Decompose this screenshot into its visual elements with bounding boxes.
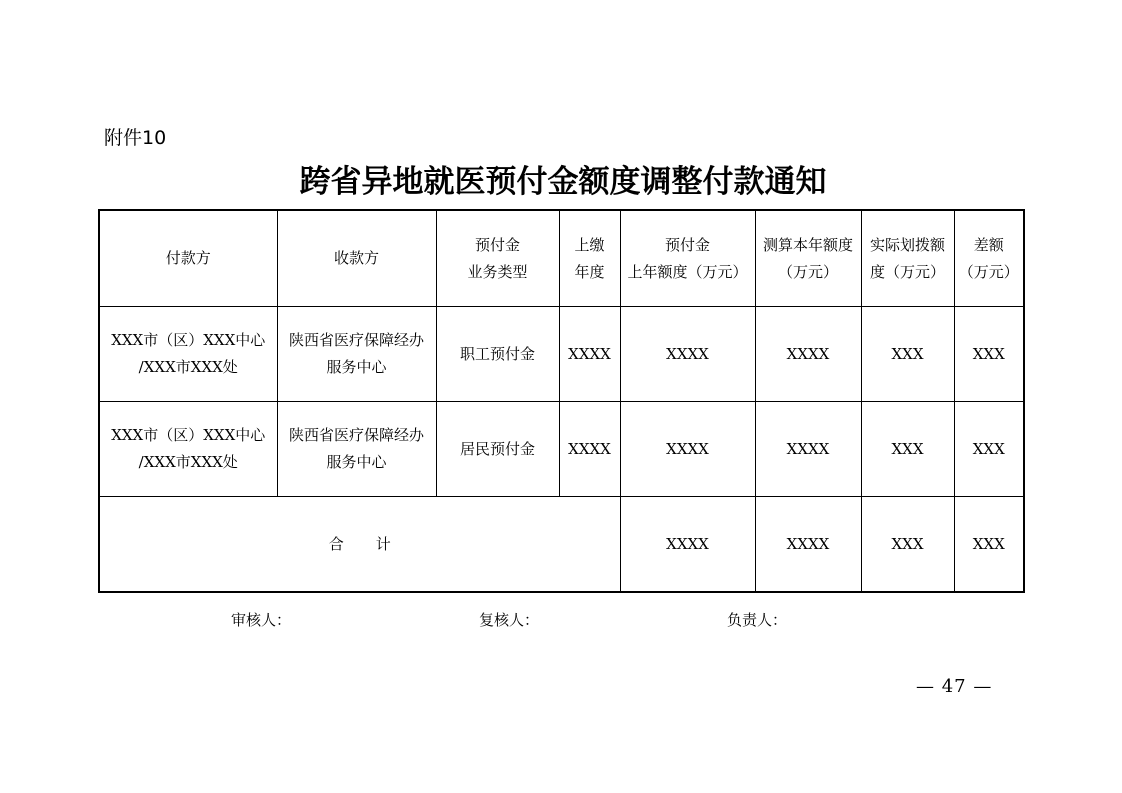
- payee-cell: 陕西省医疗保障经办 服务中心: [277, 307, 436, 402]
- total-label-part1: 合: [328, 534, 344, 553]
- payer-cell: XXX市（区）XXX中心 /XXX市XXX处: [99, 307, 277, 402]
- business-type-cell: 居民预付金: [436, 402, 559, 497]
- difference-cell: XXX: [954, 402, 1024, 497]
- total-prev-amount-cell: XXXX: [620, 497, 755, 593]
- year-cell: XXXX: [559, 307, 620, 402]
- total-difference-cell: XXX: [954, 497, 1024, 593]
- header-prev-amount: 预付金 上年额度（万元）: [620, 210, 755, 307]
- actual-amount-cell: XXX: [861, 402, 954, 497]
- table-row: [99, 402, 1024, 497]
- document-title: 跨省异地就医预付金额度调整付款通知: [299, 164, 827, 200]
- header-actual-amount: 实际划拨额 度（万元）: [861, 210, 954, 307]
- total-row: [99, 497, 1024, 593]
- payer-cell: XXX市（区）XXX中心 /XXX市XXX处: [99, 402, 277, 497]
- business-type-cell: 职工预付金: [436, 307, 559, 402]
- total-label-part2: 计: [375, 534, 391, 553]
- est-amount-cell: XXXX: [755, 402, 861, 497]
- attachment-label: 附件10: [104, 127, 167, 149]
- header-difference: 差额 （万元）: [954, 210, 1024, 307]
- payee-cell: 陕西省医疗保障经办 服务中心: [277, 402, 436, 497]
- reviewer-label: 审核人：: [231, 611, 292, 629]
- responsible-label: 负责人：: [727, 611, 788, 629]
- page-number: — 47 —: [916, 676, 993, 697]
- year-cell: XXXX: [559, 402, 620, 497]
- prev-amount-cell: XXXX: [620, 307, 755, 402]
- table-header-row: [99, 210, 1024, 307]
- actual-amount-cell: XXX: [861, 307, 954, 402]
- header-est-amount: 测算本年额度 （万元）: [755, 210, 861, 307]
- header-payer: 付款方: [99, 210, 277, 307]
- total-est-amount-cell: XXXX: [755, 497, 861, 593]
- header-payee: 收款方: [277, 210, 436, 307]
- total-label-cell: [99, 497, 620, 593]
- difference-cell: XXX: [954, 307, 1024, 402]
- table-row: [99, 307, 1024, 402]
- est-amount-cell: XXXX: [755, 307, 861, 402]
- prev-amount-cell: XXXX: [620, 402, 755, 497]
- total-actual-amount-cell: XXX: [861, 497, 954, 593]
- header-year: 上缴 年度: [559, 210, 620, 307]
- header-business-type: 预付金 业务类型: [436, 210, 559, 307]
- rechecker-label: 复核人：: [479, 611, 540, 629]
- signature-line: [0, 608, 1122, 632]
- payment-notice-table: [98, 209, 1025, 593]
